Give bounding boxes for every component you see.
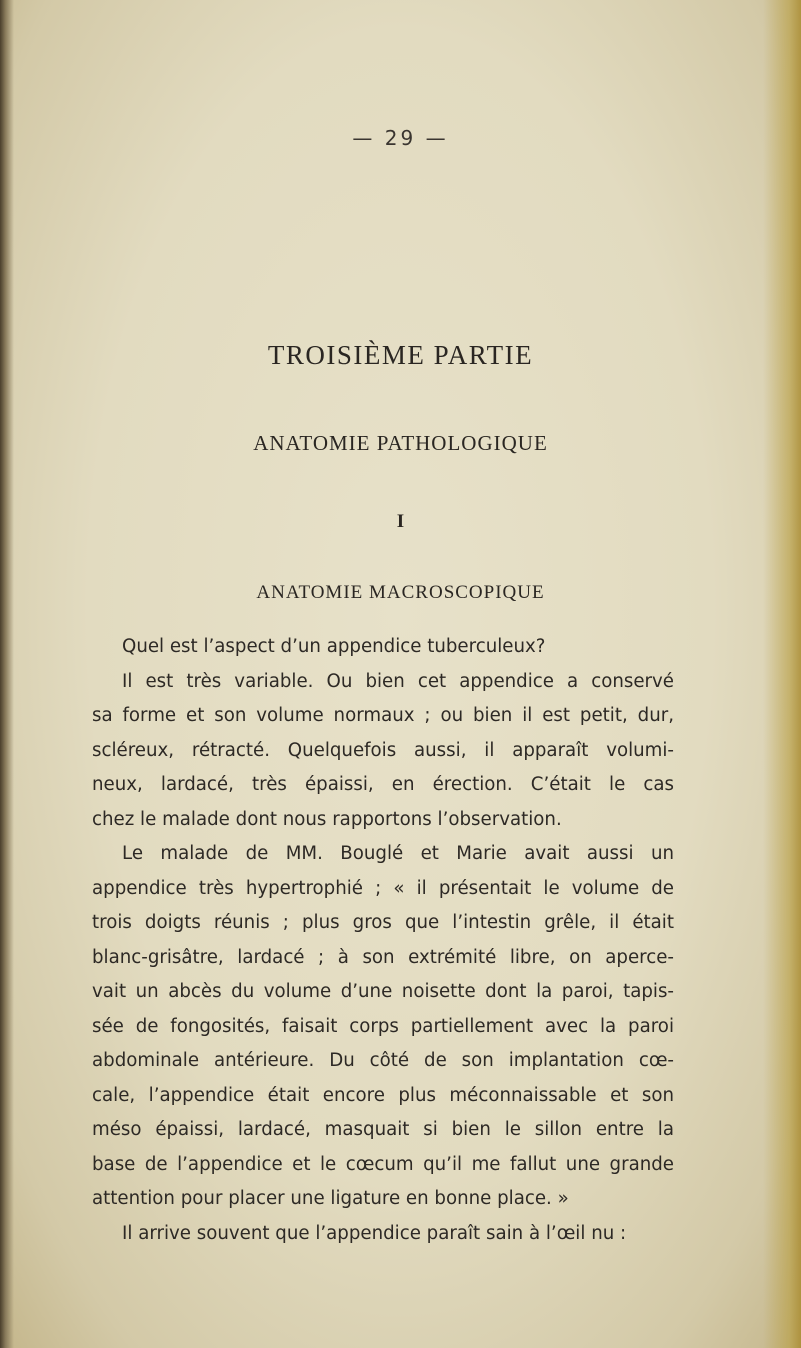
text-line: méso épaissi, lardacé, masquait si bien le sillon entre la <box>92 1119 674 1140</box>
text-line: Il arrive souvent que l’appendice paraît sain à l’œil nu : <box>122 1222 627 1244</box>
text-line: scléreux, rétracté. Quelquefois aussi, il apparaît volumi- <box>92 739 674 761</box>
text-line: abdominale antérieure. Du côté de son implantation cœ- <box>92 1050 674 1071</box>
text-line: Le malade de MM. Bouglé et Marie avait aussi un <box>122 843 674 864</box>
text-line: Il est très variable. Ou bien cet appendice a conservé <box>122 670 674 692</box>
part-title: TROISIÈME PARTIE <box>267 340 534 370</box>
page-number: — 29 — <box>352 126 449 150</box>
text-line: vait un abcès du volume d’une noisette dont la paroi, tapis- <box>92 981 674 1002</box>
page-right-stain <box>763 0 801 1348</box>
text-line: cale, l’appendice était encore plus méconnaissable et son <box>92 1084 674 1106</box>
section-title: ANATOMIE PATHOLOGIQUE <box>253 431 548 455</box>
text-line: Quel est l’aspect d’un appendice tuberculeux? <box>122 636 546 657</box>
text-line: chez le malade dont nous rapportons l’observation. <box>92 808 562 830</box>
page-left-shadow <box>0 0 14 1348</box>
subsection-title: ANATOMIE MACROSCOPIQUE <box>256 582 545 603</box>
text-line: sée de fongosités, faisait corps partiellement avec la paroi <box>92 1015 674 1037</box>
text-line: attention pour placer une ligature en bonne place. » <box>92 1188 569 1209</box>
text-line: blanc-grisâtre, lardacé ; à son extrémité libre, on aperce- <box>92 946 674 968</box>
text-line: base de l’appendice et le cœcum qu’il me fallut une grande <box>92 1153 674 1175</box>
text-line: sa forme et son volume normaux ; ou bien il est petit, dur, <box>92 705 674 726</box>
chapter-numeral: I <box>396 511 405 532</box>
body-text <box>92 630 674 1251</box>
text-line: trois doigts réunis ; plus gros que l’intestin grêle, il était <box>92 912 674 933</box>
text-line: appendice très hypertrophié ; « il présentait le volume de <box>92 877 674 899</box>
text-line: neux, lardacé, très épaissi, en érection. C’était le cas <box>92 774 674 795</box>
